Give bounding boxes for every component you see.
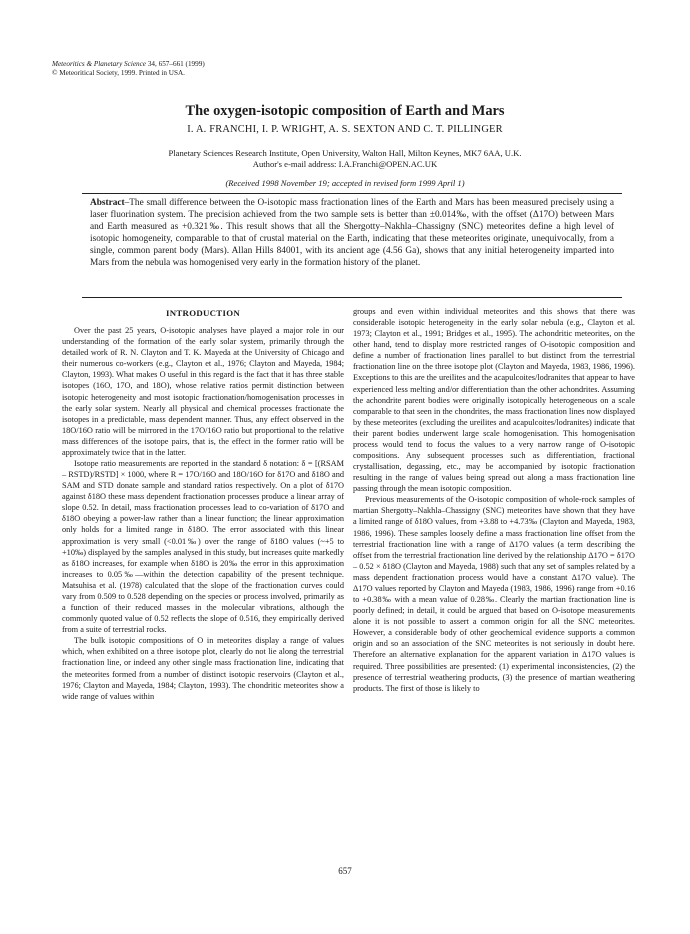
abstract bbox=[90, 197, 614, 270]
left-column bbox=[62, 308, 344, 702]
journal-line-1 bbox=[52, 60, 205, 69]
received-dates: (Received 1998 November 19; accepted in revised form 1999 April 1) bbox=[225, 178, 465, 188]
introduction-heading: INTRODUCTION bbox=[166, 308, 240, 318]
paper-title: The oxygen-isotopic composition of Earth and Mars bbox=[185, 103, 505, 119]
paragraph: The bulk isotopic compositions of O in meteorites display a range of values which, when exhibited on a three isotope plot, clearly do not lie along the terrestrial fractionation line, or indeed any other single mass fractionation line, indicating that the meteorites formed from a number of distinct isotopic reservoirs (Clayton et al., 1976; Clayton and Mayeda, 1984; Clayton, 1993). The chondritic meteorites show a wide range of values within bbox=[62, 636, 344, 701]
paper-authors: I. A. FRANCHI, I. P. WRIGHT, A. S. SEXTON AND C. T. PILLINGER bbox=[187, 124, 503, 135]
paragraph: groups and even within individual meteorites and this shows that there was considerable isotopic heterogeneity in the early solar nebula (e.g., Clayton et al. 1973; Clayton et al., 1991; Bridges et al., 1995). The achondritic meteorites, on the other hand, tend to display more restricted ranges of O-isotopic composition and define a number of fractionation lines parallel to but distinct from the terrestrial fractionation line on the three isotope plot (Clayton and Mayeda, 1983, 1986, 1996). Exceptions to this are the ureilites and the acapulcoites/lodranites that appear to have experienced less melting and/or differentiation than the other achondrites. Assuming the achondrite parent bodies were originally isotopically heterogeneous on a scale comparable to that seen in the chondrites, the mass fractionation lines now displayed by these meteorites (excluding the ureilites and acapulcoites/lodranites) indicate that their parent bodies underwent large scale homogenisation. This homogenisation process would tend to focus the values to a very narrow range of O-isotopic compositions. Any subsequent processes such as differentiation, fractional crystallisation, degassing, etc., may be accompanied by isotopic fractionation resulting in the range of values being spread out along a mass fractionation line passing through the mean isotopic composition. bbox=[353, 307, 635, 494]
journal-copyright: © Meteoritical Society, 1999. Printed in USA. bbox=[52, 69, 185, 77]
abstract-bottom-rule bbox=[82, 297, 622, 298]
right-column bbox=[353, 306, 635, 694]
author-email: Author's e-mail address: I.A.Franchi@OPEN.AC.UK bbox=[252, 159, 438, 169]
abstract-label: Abstract bbox=[90, 198, 125, 208]
journal-citation bbox=[52, 60, 205, 78]
journal-volume: 34, 657–661 (1999) bbox=[146, 60, 205, 68]
affiliation: Planetary Sciences Research Institute, Open University, Walton Hall, Milton Keynes, MK7 6AA, U.K. bbox=[168, 148, 522, 158]
abstract-top-rule bbox=[82, 193, 622, 194]
abstract-text: –The small difference between the O-isotopic mass fractionation lines of the Earth and Mars has been measured precisely using a laser fluorination system. The precision achieved from the two sample sets is better than ±0.014‰, with the offset (Δ17O) between Mars and Earth measured as +0.321‰. This result shows that all the Shergotty–Nakhla–Chassigny (SNC) meteorites define a high level of isotopic homogeneity, comparable to that of crustal material on the Earth, indicating that these meteorites originate, unequivocally, from a single, common parent body (Mars). Allan Hills 84001, with its ancient age (4.56 Ga), shows that any initial heterogeneity imparted into Mars from the nebula was homogenised very early in the formation history of the planet. bbox=[90, 198, 614, 269]
affiliation-block bbox=[0, 148, 690, 170]
paragraph: Isotope ratio measurements are reported in the standard δ notation: δ = [(RSAM – RSTD)/RSTD] × 1000, where R = 17O/16O and 18O/16O for δ17O and δ18O and SAM and STD donate sample and standard ratios respectively. On a plot of δ17O against δ18O these mass dependent fractionation processes produce a linear array of slope 0.52. In detail, mass fractionation processes lead to co-variation of δ17O and δ18O obeying a power-law rather than a linear function; the linear approximation only holds for a limited range in δ18O. The error associated with this linear approximation is very small (<0.01‰) over the range of δ18O values (~+5 to +10‰) displayed by the samples analysed in this study, but increases quite markedly as δ18O increases, for example when δ18O is 20‰ the error in this approximation increases to 0.05‰—within the detection capability of the present technique. Matsuhisa et al. (1978) calculated that the slope of the fractionation curves could vary from 0.509 to 0.528 depending on the species or process involved, primarily as a function of their reduced masses in the molecular vibrations, although the commonly quoted value of 0.52 reflects the slope of 0.516, they empirically derived from a suite of terrestrial rocks. bbox=[62, 459, 344, 635]
paragraph: Previous measurements of the O-isotopic composition of whole-rock samples of martian Shergotty–Nakhla–Chassigny (SNC) meteorites have shown that they have a limited range of δ18O values, from +3.88 to +4.73‰ (Clayton and Mayeda, 1983, 1986, 1996). These samples loosely define a mass fractionation line offset from the terrestrial fractionation line with a range of Δ17O values (a term describing the offset from the terrestrial fractionation line derived by the relationship Δ17O = δ17O – 0.52 × δ18O (Clayton and Mayeda, 1988) such that any set of samples related by a mass dependent fractionation process would have a constant Δ17O value). The Δ17O values reported by Clayton and Mayeda (1983, 1986, 1996) range from +0.16 to +0.38‰ with a mean value of 0.28‰. Clearly the martian fractionation line is poorly defined; in detail, it could be argued that based on O-isotope measurements alone it is not possible to assert a common origin for all the SNC meteorites. However, a considerable body of other geochemical evidence supports a common origin and so an association of the SNC meteorites is not seriously in doubt here. Therefore an alternative explanation for the apparent variation in Δ17O values is required. Three possibilities are presented: (1) experimental inconsistencies, (2) the presence of terrestrial weathering products, (3) the presence of martian weathering products. The first of those is likely to bbox=[353, 495, 635, 693]
page-number: 657 bbox=[338, 866, 352, 876]
paragraph: Over the past 25 years, O-isotopic analyses have played a major role in our understanding of the formation of the early solar system, primarily through the detailed work of R. N. Clayton and T. K. Mayeda at the University of Chicago and their numerous co-workers (e.g., Clayton et al., 1976; Clayton and Mayeda, 1984; Clayton, 1993). What makes O useful in this regard is the fact that it has three stable isotopes (16O, 17O, and 18O), whose relative ratios permit distinction between isotopic heterogeneity and most isotopic fractionation/homogenisation processes in the early solar system. Nearly all physical and chemical processes fractionate the isotopes in a predictable, mass dependent manner. Thus, any effect observed in the 18O/16O ratio will be mirrored in the 17O/16O ratio but proportional to the relative mass differences of the isotope pairs, that is, the effect in the former ratio will be approximately twice that in the latter. bbox=[62, 326, 344, 457]
journal-title: Meteoritics & Planetary Science bbox=[52, 60, 147, 68]
